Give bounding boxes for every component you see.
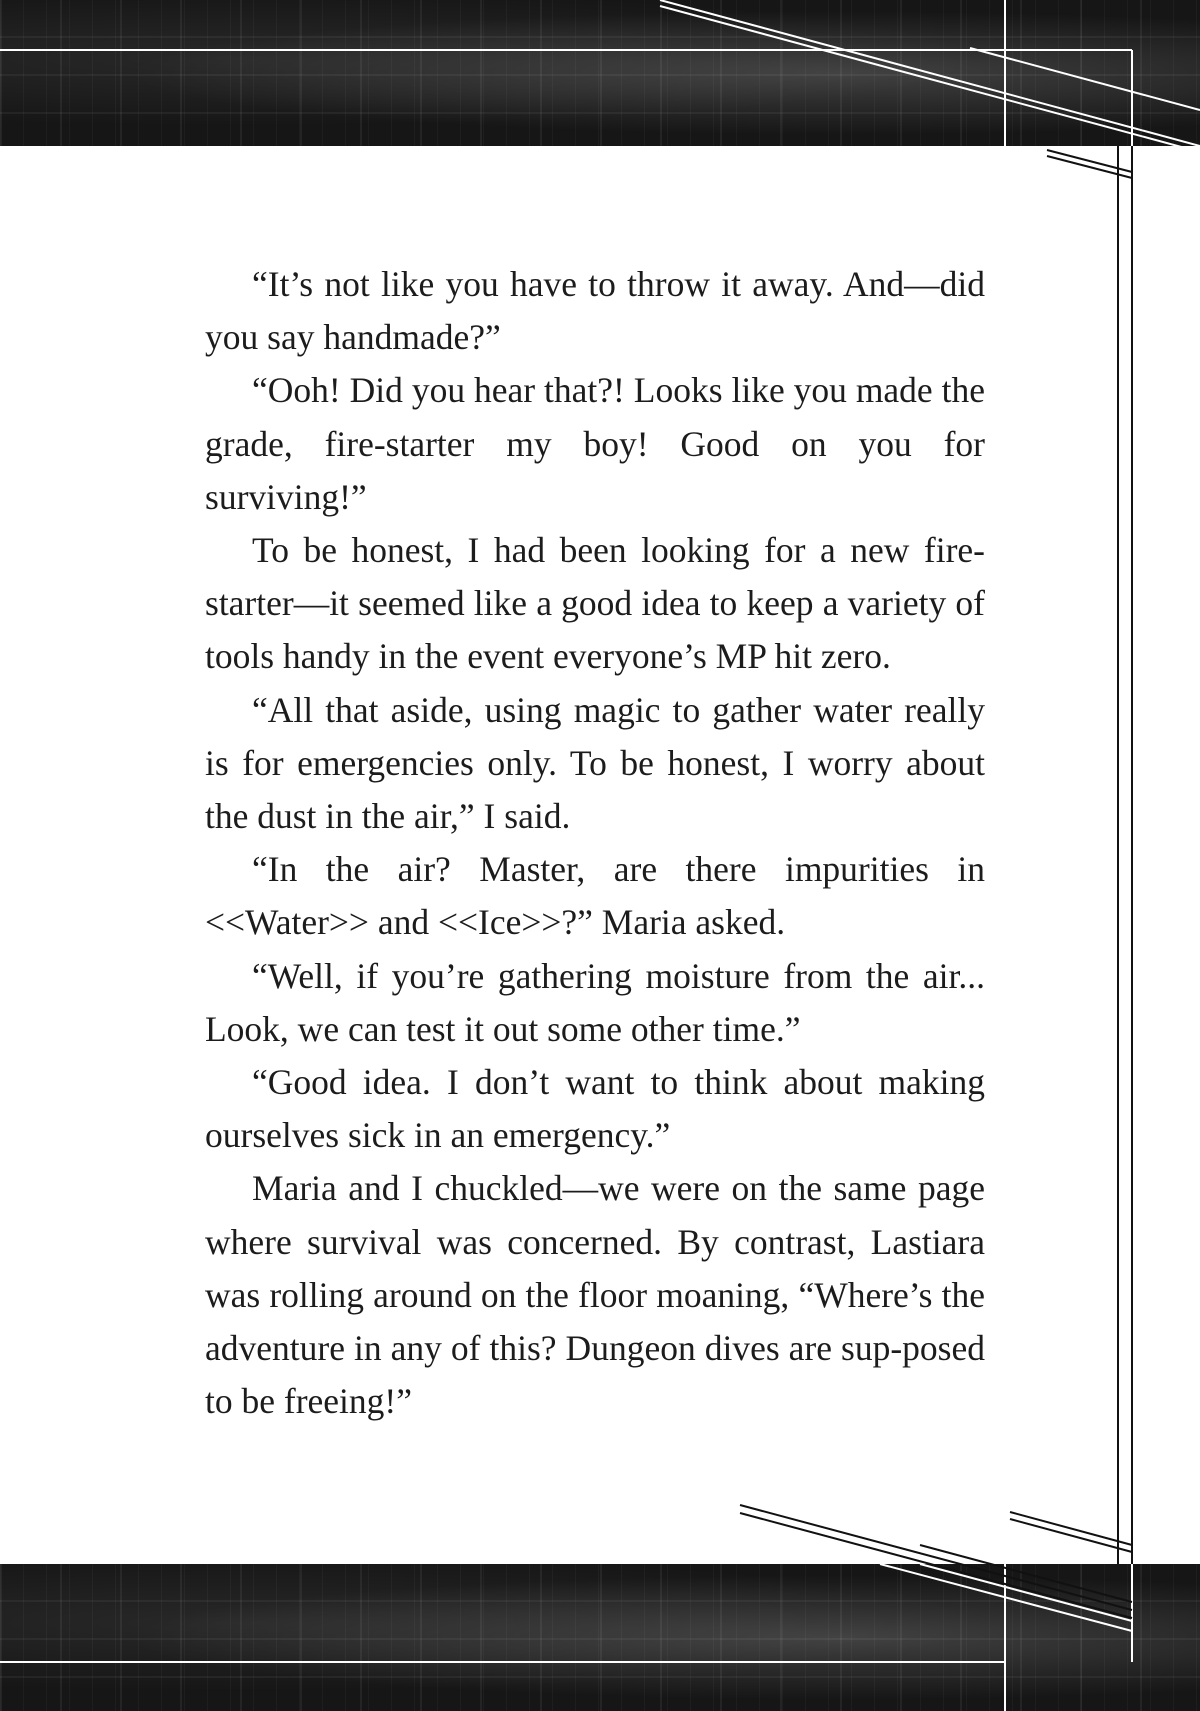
paragraph: To be honest, I had been looking for a new fire-starter—it seemed like a good idea to keep a variety of tools handy in the event everyone’s MP hit zero. [205, 530, 985, 677]
paragraph: “In the air? Master, are there impurities in <<Water>> and <<Ice>>?” Maria asked. [205, 849, 985, 943]
paragraph: Maria and I chuckled—we were on the same page where survival was concerned. By contrast, Lastiara was rolling around on the floor moaning, “Where’s the adventure in any of this? Dungeon dives are sup-posed to be freeing!” [205, 1168, 985, 1422]
paragraph: “Ooh! Did you hear that?! Looks like you made the grade, fire-starter my boy! Good on you for surviving!” [205, 370, 985, 517]
paragraph: “Well, if you’re gathering moisture from the air... Look, we can test it out some other time.” [205, 955, 985, 1049]
paragraph: “It’s not like you have to throw it away. And—did you say handmade?” [205, 264, 985, 358]
paragraph: “Good idea. I don’t want to think about making ourselves sick in an emergency.” [205, 1062, 985, 1156]
paragraph: “All that aside, using magic to gather water really is for emergencies only. To be honest, I worry about the dust in the air,” I said. [205, 689, 985, 837]
body-text [205, 258, 985, 1428]
